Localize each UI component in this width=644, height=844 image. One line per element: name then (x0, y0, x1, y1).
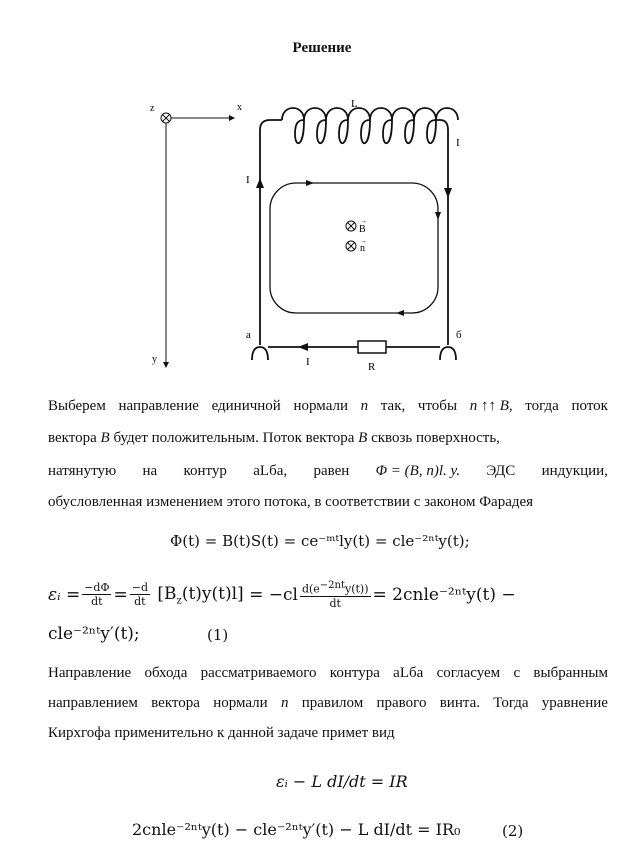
equation-1: εᵢ = $\frac{-d\Phi}{dt}$ = $\frac{-d}{dt}$ $[B_z(t)y(t)l]$ = −cl $\frac{d(e^{-2nt}y(t))}{dt}$ = 2cnle⁻²ⁿᵗy(t) − (48, 580, 516, 610)
equation-flux: Φ(t) = B(t)S(t) = ce⁻ᵐᵗly(t) = cle⁻²ⁿᵗy(t); (170, 532, 470, 550)
axis-y-label: y (152, 354, 157, 365)
loop-arrow-bottom (396, 310, 404, 316)
paragraph2-line3: Кирхгофа применительно к данной задаче примет вид (48, 725, 395, 741)
equation-2: 2cnle⁻²ⁿᵗy(t) − cle⁻²ⁿᵗy′(t) − L dI/dt = IR₀ (132, 820, 461, 839)
circuit-wire (252, 108, 458, 360)
current-label-right: I (456, 137, 460, 149)
loop-arrow-right (435, 212, 441, 220)
paragraph2-line1: Направление обхода рассматриваемого контура aLбa согласуем с выбранным (48, 665, 608, 681)
loop-arrow-top (306, 180, 314, 186)
equation-1-line2: cle⁻²ⁿᵗy′(t); (48, 624, 140, 644)
normal-n-label: n (360, 243, 365, 254)
node-b-label: б (456, 329, 462, 341)
page-title: Решение (292, 40, 352, 56)
coordinate-axes (150, 102, 242, 365)
current-arrow-bottom (298, 343, 308, 351)
equation-kirchhoff: εᵢ − L dI/dt = IR (276, 772, 408, 791)
field-B-label: B (359, 224, 366, 235)
contour-loop (270, 183, 438, 313)
inductor-label: L (351, 98, 358, 110)
axis-x-label: x (237, 102, 242, 113)
equation-1-number: (1) (207, 626, 229, 644)
paragraph2-line2: направлением вектора нормали n правилом правого винта. Тогда уравнение (48, 695, 608, 711)
current-label-bottom: I (306, 356, 310, 368)
paragraph1-line2: вектора B будет положительным. Поток вектора B сквозь поверхность, (48, 430, 500, 446)
node-a-label: a (246, 329, 251, 341)
svg-text:→: → (360, 237, 367, 245)
svg-text:→: → (360, 217, 367, 225)
axis-z-label: z (150, 103, 155, 114)
resistor-label: R (368, 361, 376, 373)
resistor (358, 341, 386, 353)
current-arrow-left (256, 178, 264, 188)
field-symbols (346, 217, 367, 254)
paragraph1-line1: Выберем направление единичной нормали n так, чтобы n ↑↑ B, тогда поток (48, 398, 608, 414)
paragraph1-line4: обусловленная изменением этого потока, в соответствии с законом Фарадея (48, 494, 534, 510)
current-label-left: I (246, 174, 250, 186)
current-arrow-right (444, 188, 452, 198)
paragraph1-line3: натянутую на контур aLбa, равен Φ = (B, n)l. y. ЭДС индукции, (48, 463, 608, 479)
circuit-diagram (0, 0, 644, 390)
equation-2-number: (2) (502, 822, 524, 840)
